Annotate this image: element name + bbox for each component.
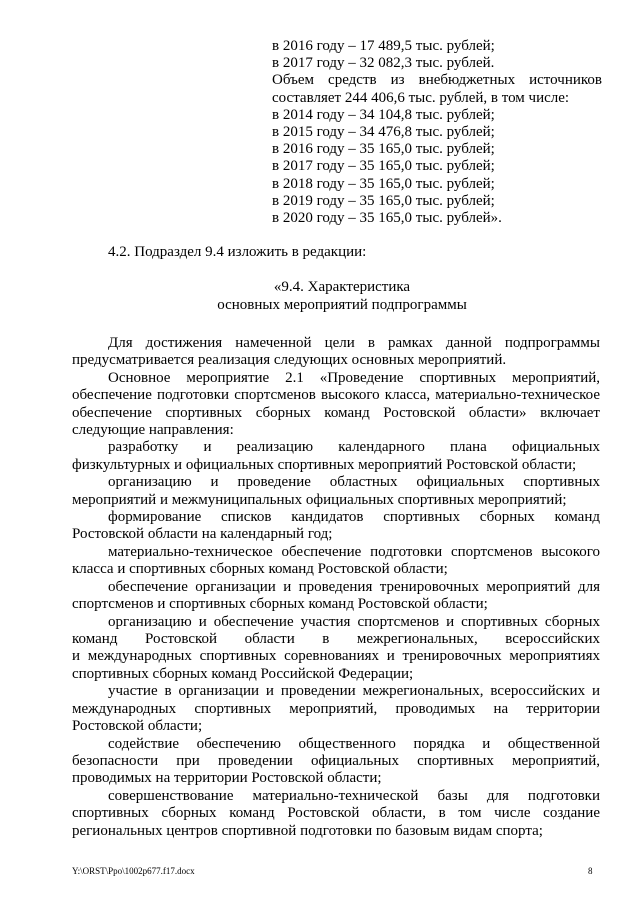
- body-line: команд Ростовской области в межрегиональных, всероссийских: [72, 631, 600, 647]
- body-line: разработку и реализацию календарного плана официальных: [108, 439, 600, 455]
- body-line: Ростовской области на календарный год;: [72, 526, 333, 542]
- body-line: физкультурных и официальных спортивных мероприятий Ростовской области;: [72, 457, 577, 473]
- text-line: в 2017 году – 35 165,0 тыс. рублей;: [272, 158, 495, 175]
- page-number: 8: [588, 866, 593, 876]
- body-line: Для достижения намеченной цели в рамках данной подпрограммы: [108, 335, 600, 351]
- body-line: формирование списков кандидатов спортивных сборных команд: [108, 509, 600, 525]
- body-line: совершенствование материально-технической базы для подготовки: [108, 788, 600, 804]
- body-line: обеспечение спортивных сборных команд Ростовской области» включает: [72, 405, 600, 421]
- body-line: участие в организации и проведении межрегиональных, всероссийских и: [108, 683, 600, 699]
- text-line: в 2015 году – 34 476,8 тыс. рублей;: [272, 124, 495, 141]
- text-line: составляет 244 406,6 тыс. рублей, в том числе:: [272, 89, 570, 106]
- text-line: в 2016 году – 35 165,0 тыс. рублей;: [272, 141, 495, 158]
- body-line: материально-техническое обеспечение подготовки спортсменов высокого: [108, 544, 600, 560]
- budget-amounts-block: [272, 38, 602, 227]
- body-line: обеспечение организации и проведения тренировочных мероприятий для: [108, 579, 600, 595]
- body-line: класса и спортивных сборных команд Ростовской области;: [72, 561, 448, 577]
- body-line: безопасности при проведении официальных спортивных мероприятий,: [72, 753, 600, 769]
- subsection-title: «9.4. Характеристика: [273, 279, 411, 295]
- body-line: организацию и проведение областных официальных спортивных: [108, 474, 600, 490]
- body-line: региональных центров спортивной подготовки по базовым видам спорта;: [72, 823, 543, 839]
- subsection-subtitle: основных мероприятий подпрограммы: [217, 297, 467, 313]
- body-line: мероприятий и межмуниципальных официальных спортивных мероприятий;: [72, 492, 567, 508]
- body-line: спортсменов и спортивных сборных команд Ростовской области;: [72, 596, 488, 612]
- body-line: организацию и обеспечение участия спортсменов и спортивных сборных: [108, 614, 600, 630]
- body-line: обеспечение подготовки спортсменов высокого класса, материально-техническое: [72, 387, 600, 403]
- footer-file-path: Y:\ORST\Ppo\1002p677.f17.docx: [72, 866, 195, 876]
- body-line: содействие обеспечению общественного порядка и общественной: [108, 736, 600, 752]
- body-line: спортивных сборных команд Ростовской области, в том числе создание: [72, 805, 600, 821]
- body-line: предусматривается реализация следующих основных мероприятий.: [72, 352, 507, 368]
- body-line: Ростовской области;: [72, 718, 203, 734]
- section-heading: 4.2. Подраздел 9.4 изложить в редакции:: [108, 244, 367, 260]
- body-line: следующие направления:: [72, 422, 234, 438]
- body-line: проводимых на территории Ростовской области;: [72, 770, 382, 786]
- body-line: и международных спортивных соревнованиях и тренировочных мероприятиях: [72, 648, 600, 664]
- text-line: в 2016 году – 17 489,5 тыс. рублей;: [272, 38, 495, 54]
- body-line: спортивных сборных команд Российской Федерации;: [72, 666, 414, 682]
- text-line: в 2017 году – 32 082,3 тыс. рублей.: [272, 55, 495, 72]
- text-line: в 2014 году – 34 104,8 тыс. рублей;: [272, 106, 495, 123]
- body-line: международных спортивных мероприятий, проводимых на территории: [72, 701, 600, 717]
- text-line: Объем средств из внебюджетных источников: [272, 72, 602, 89]
- text-line: в 2019 году – 35 165,0 тыс. рублей;: [272, 192, 495, 209]
- text-line: в 2018 году – 35 165,0 тыс. рублей;: [272, 175, 495, 192]
- text-line: в 2020 году – 35 165,0 тыс. рублей».: [272, 210, 502, 227]
- body-line: Основное мероприятие 2.1 «Проведение спортивных мероприятий,: [108, 370, 600, 386]
